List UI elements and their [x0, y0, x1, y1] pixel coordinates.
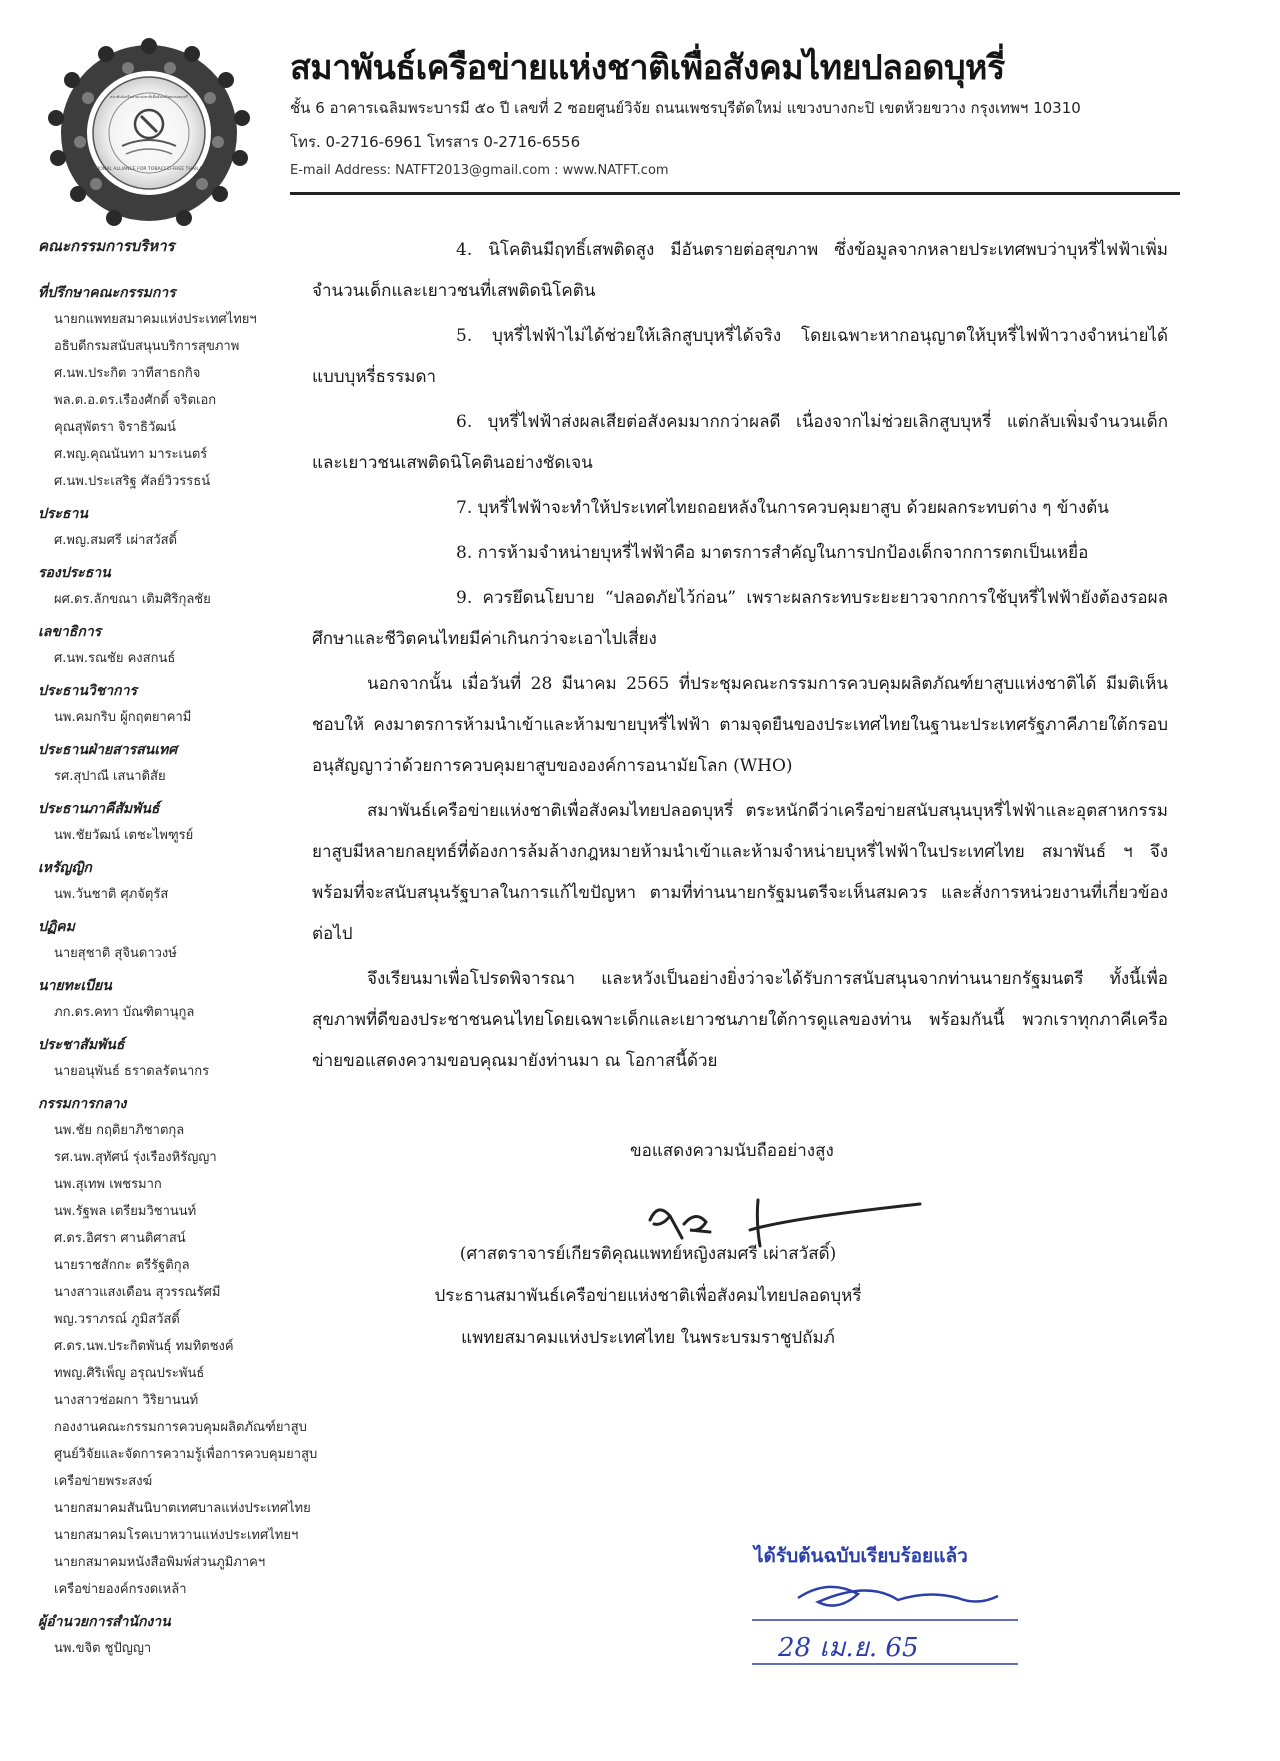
committee-role-heading: นายทะเบียน: [38, 978, 112, 994]
committee-member: นายกสมาคมสันนิบาตเทศบาลแห่งประเทศไทย: [54, 1501, 311, 1516]
stamp-date: 28 เม.ย. 65: [778, 1633, 919, 1663]
committee-member: ภก.ดร.คทา บัณฑิตานุกูล: [54, 1005, 195, 1020]
closing-greeting: ขอแสดงความนับถืออย่างสูง: [630, 1141, 834, 1161]
committee-member: รศ.สุปาณี เสนาดิสัย: [54, 769, 166, 784]
committee-member: นายกแพทยสมาคมแห่งประเทศไทยฯ: [54, 312, 257, 327]
logo-text: NATIONAL ALLIANCE FOR TOBACCO-FREE THAILAND: [88, 167, 210, 172]
committee-member: นพ.ขจิต ชูปัญญา: [54, 1641, 152, 1656]
committee-member: ศ.นพ.ประเสริฐ ศัลย์วิวรรธน์: [54, 474, 211, 489]
committee-group: [38, 1609, 358, 1662]
organization-phone: โทร. 0-2716-6961 โทรสาร 0-2716-6556: [290, 133, 581, 151]
committee-role-heading: ที่ปรึกษาคณะกรรมการ: [38, 285, 176, 301]
organization-address: ชั้น 6 อาคารเฉลิมพระบารมี ๕๐ ปี เลขที่ 2 ซอยศูนย์วิจัย ถนนเพชรบุรีตัดใหม่ แขวงบางกะปิ เขตห้วยขวาง กรุงเทพฯ 10310: [290, 99, 1081, 117]
committee-member: เครือข่ายพระสงฆ์: [54, 1474, 153, 1489]
committee-role-heading: ปฏิคม: [38, 919, 75, 935]
committee-member: ศ.นพ.ประกิต วาทีสาธกกิจ: [54, 366, 201, 381]
committee-member: ศ.พญ.สมศรี เผ่าสวัสดิ์: [54, 533, 178, 548]
organization-name: สมาพันธ์เครือข่ายแห่งชาติเพื่อสังคมไทยปลอดบุหรี่: [290, 48, 1005, 88]
signer-affiliation: แพทยสมาคมแห่งประเทศไทย ในพระบรมราชูปถัมภ์: [461, 1328, 835, 1348]
signer-name: (ศาสตราจารย์เกียรติคุณแพทย์หญิงสมศรี เผ่าสวัสดิ์): [459, 1244, 837, 1264]
committee-member: นพ.คมกริบ ผู้กฤตยาคามี: [54, 710, 192, 725]
committee-group: [38, 796, 358, 849]
numbered-item: 9. ควรยึดนโยบาย “ปลอดภัยไว้ก่อน” เพราะผลกระทบระยะยาวจากการใช้บุหรี่ไฟฟ้ายังต้องรอผลศึกษาและชีวิตคนไทยมีค่าเกินกว่าจะเอาไปเสี่ยง: [312, 588, 1168, 649]
committee-groups: [38, 280, 358, 1662]
committee-group: [38, 855, 358, 908]
numbered-item: 8. การห้ามจำหน่ายบุหรี่ไฟฟ้าคือ มาตรการสำคัญในการปกป้องเด็กจากการตกเป็นเหยื่อ: [456, 543, 1089, 563]
stamp-text: ได้รับต้นฉบับเรียบร้อยแล้ว: [754, 1545, 968, 1567]
committee-member: ศ.ดร.อิศรา ศานติศาสน์: [54, 1231, 186, 1246]
committee-group: [38, 280, 358, 495]
committee-member: เครือข่ายองค์กรงดเหล้า: [54, 1582, 187, 1597]
received-stamp: [748, 1540, 1028, 1680]
committee-member: ทพญ.ศิริเพ็ญ อรุณประพันธ์: [54, 1366, 205, 1381]
committee-member: รศ.นพ.สุทัศน์ รุ่งเรืองหิรัญญา: [54, 1150, 217, 1165]
committee-member: กองงานคณะกรรมการควบคุมผลิตภัณฑ์ยาสูบ: [54, 1420, 307, 1435]
committee-member: นางสาวแสงเดือน สุวรรณรัศมี: [54, 1285, 221, 1300]
committee-role-heading: ประธานวิชาการ: [38, 683, 137, 699]
committee-member: นายอนุพันธ์ ธราดลรัตนากร: [54, 1064, 210, 1079]
committee-member: นายราชสักกะ ตรีรัฐติกุล: [54, 1258, 190, 1273]
committee-sidebar: [38, 234, 358, 1668]
committee-group: [38, 737, 358, 790]
committee-member: นพ.รัฐพล เตรียมวิชานนท์: [54, 1204, 197, 1219]
body-paragraph: นอกจากนั้น เมื่อวันที่ 28 มีนาคม 2565 ที่ประชุมคณะกรรมการควบคุมผลิตภัณฑ์ยาสูบแห่งชาติได้ มีมติเห็นชอบให้ คงมาตรการห้ามนำเข้าและห้ามขายบุหรี่ไฟฟ้า ตามจุดยืนของประเทศไทยในฐานะประเทศรัฐภาคีภายใต้กรอบอนุสัญญาว่าด้วยการควบคุมยาสูบขององค์การอนามัยโลก (WHO): [312, 674, 1168, 776]
numbered-item: 7. บุหรี่ไฟฟ้าจะทำให้ประเทศไทยถอยหลังในการควบคุมยาสูบ ด้วยผลกระทบต่าง ๆ ข้างต้น: [456, 498, 1109, 518]
committee-member: อธิบดีกรมสนับสนุนบริการสุขภาพ: [54, 339, 240, 354]
logo-text-thai: สมาพันธ์เครือข่ายแห่งชาติเพื่อสังคมไทยปลอดบุหรี่: [110, 95, 188, 99]
committee-member: นพ.วันชาติ ศุภจัตุรัส: [54, 887, 169, 902]
committee-group: [38, 501, 358, 554]
committee-role-heading: ประธาน: [38, 506, 88, 522]
committee-member: นายกสมาคมโรคเบาหวานแห่งประเทศไทยฯ: [54, 1528, 299, 1543]
committee-member: ศ.นพ.รณชัย คงสกนธ์: [54, 651, 176, 666]
committee-role-heading: เลขาธิการ: [38, 624, 102, 640]
committee-member: นายสุชาติ สุจินดาวงษ์: [54, 946, 177, 961]
numbered-item: 6. บุหรี่ไฟฟ้าส่งผลเสียต่อสังคมมากกว่าผลดี เนื่องจากไม่ช่วยเลิกสูบบุหรี่ แต่กลับเพิ่มจำนวนเด็กและเยาวชนเสพติดนิโคตินอย่างชัดเจน: [312, 412, 1168, 473]
committee-group: [38, 619, 358, 672]
organization-email: E-mail Address: NATFT2013@gmail.com : www.NATFT.com: [290, 163, 669, 178]
numbered-item: 5. บุหรี่ไฟฟ้าไม่ได้ช่วยให้เลิกสูบบุหรี่ได้จริง โดยเฉพาะหากอนุญาตให้บุหรี่ไฟฟ้าวางจำหน่ายได้แบบบุหรี่ธรรมดา: [312, 326, 1168, 387]
committee-group: [38, 973, 358, 1026]
committee-member: พญ.วราภรณ์ ภูมิสวัสดิ์: [54, 1312, 180, 1327]
letter-body: [312, 230, 1168, 1086]
committee-member: ผศ.ดร.ลักขณา เติมศิริกุลชัย: [54, 592, 211, 607]
committee-role-heading: ประธานภาคีสัมพันธ์: [38, 801, 160, 817]
header-divider: [290, 192, 1180, 195]
committee-member: นางสาวช่อผกา วิริยานนท์: [54, 1393, 199, 1408]
signer-title: ประธานสมาพันธ์เครือข่ายแห่งชาติเพื่อสังคมไทยปลอดบุหรี่: [434, 1286, 862, 1306]
committee-member: นพ.ชัย กฤติยาภิชาตกุล: [54, 1123, 185, 1138]
committee-title: คณะกรรมการบริหาร: [38, 237, 175, 255]
organization-logo-icon: [42, 38, 256, 228]
committee-member: นพ.ชัยวัฒน์ เตชะไพฑูรย์: [54, 828, 194, 843]
body-paragraph: สมาพันธ์เครือข่ายแห่งชาติเพื่อสังคมไทยปลอดบุหรี่ ตระหนักดีว่าเครือข่ายสนับสนุนบุหรี่ไฟฟ้าและอุตสาหกรรมยาสูบมีหลายกลยุทธ์ที่ต้องการล้มล้างกฎหมายห้ามนำเข้าและห้ามจำหน่ายบุหรี่ไฟฟ้าในประเทศไทย สมาพันธ์ ฯ จึงพร้อมที่จะสนับสนุนรัฐบาลในการแก้ไขปัญหา ตามที่ท่านนายกรัฐมนตรีจะเห็นสมควร และสั่งการหน่วยงานที่เกี่ยวข้องต่อไป: [312, 801, 1168, 944]
committee-group: [38, 678, 358, 731]
committee-member: ศ.ดร.นพ.ประกิตพันธุ์ ทมทิตชงค์: [54, 1339, 234, 1354]
committee-role-heading: รองประธาน: [38, 565, 111, 581]
committee-role-heading: เหรัญญิก: [38, 860, 92, 876]
committee-group: [38, 914, 358, 967]
committee-member: ศ.พญ.คุณนันทา มาระเนตร์: [54, 447, 208, 462]
committee-role-heading: ประชาสัมพันธ์: [38, 1037, 125, 1053]
committee-member: นพ.สุเทพ เพชรมาก: [54, 1177, 162, 1192]
committee-role-heading: ผู้อำนวยการสำนักงาน: [38, 1614, 171, 1630]
committee-role-heading: กรรมการกลาง: [38, 1096, 127, 1112]
committee-member: ศูนย์วิจัยและจัดการความรู้เพื่อการควบคุมยาสูบ: [54, 1447, 318, 1462]
committee-group: [38, 560, 358, 613]
committee-member: คุณสุพัตรา จิราธิวัฒน์: [54, 420, 176, 435]
committee-member: พล.ต.อ.ดร.เรืองศักดิ์ จริตเอก: [54, 393, 217, 408]
committee-group: [38, 1032, 358, 1085]
committee-member: นายกสมาคมหนังสือพิมพ์ส่วนภูมิภาคฯ: [54, 1555, 266, 1570]
committee-role-heading: ประธานฝ่ายสารสนเทศ: [38, 742, 178, 758]
numbered-item: 4. นิโคตินมีฤทธิ์เสพติดสูง มีอันตรายต่อสุขภาพ ซึ่งข้อมูลจากหลายประเทศพบว่าบุหรี่ไฟฟ้าเพิ่มจำนวนเด็กและเยาวชนที่เสพติดนิโคติน: [312, 240, 1168, 301]
stamp-signature-icon: [798, 1587, 998, 1606]
body-paragraph: จึงเรียนมาเพื่อโปรดพิจารณา และหวังเป็นอย่างยิ่งว่าจะได้รับการสนับสนุนจากท่านนายกรัฐมนตรี ทั้งนี้เพื่อสุขภาพที่ดีของประชาชนคนไทยโดยเฉพาะเด็กและเยาวชนภายใต้การดูแลของท่าน พร้อมกันนี้ พวกเราทุกภาคีเครือข่ายขอแสดงความขอบคุณมายังท่านมา ณ โอกาสนี้ด้วย: [312, 969, 1168, 1071]
